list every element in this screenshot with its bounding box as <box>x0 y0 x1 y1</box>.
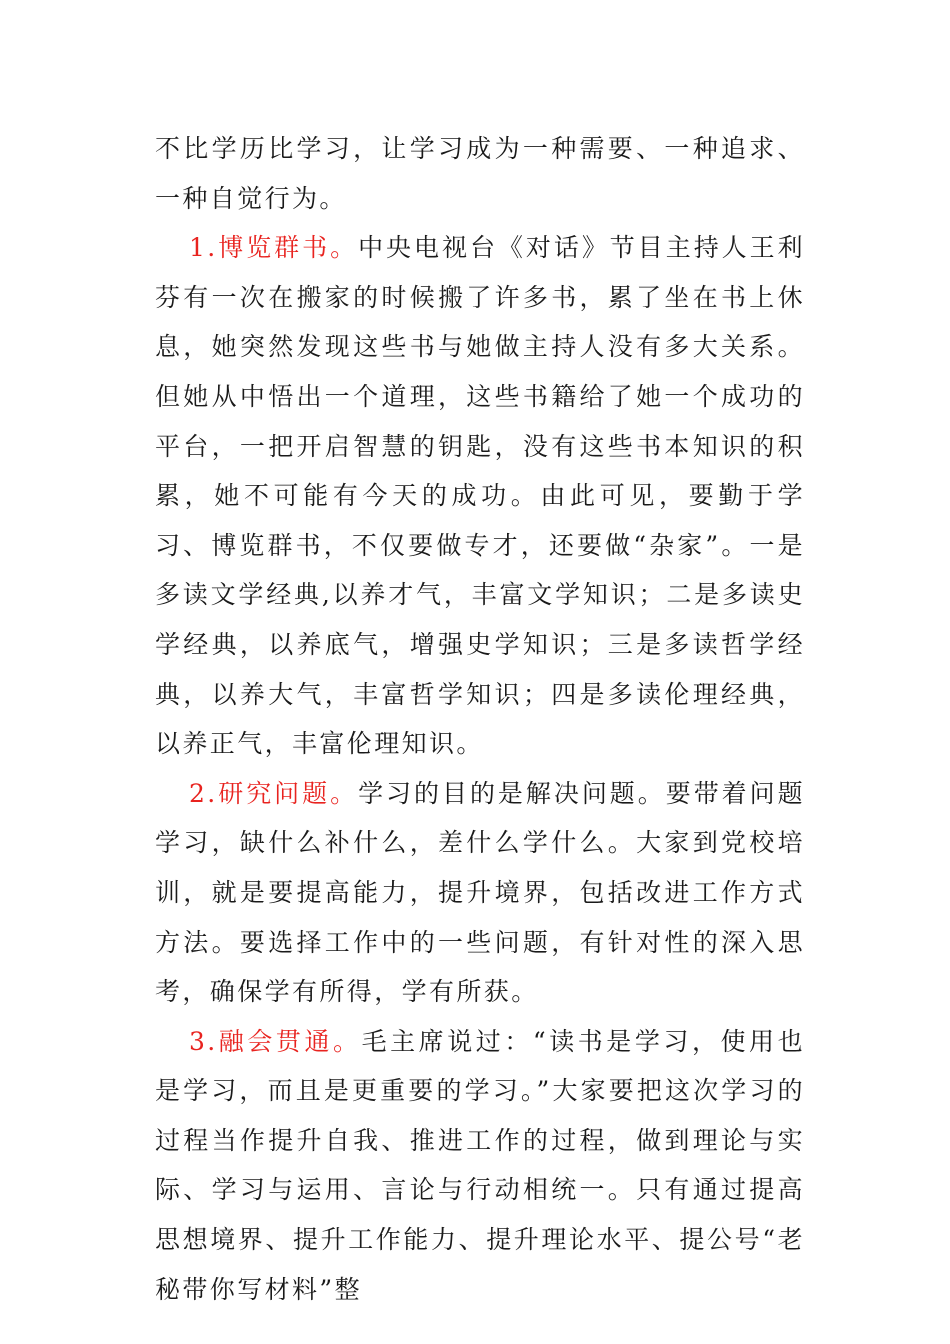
paragraph-integration <box>155 1017 805 1315</box>
paragraph-body: 不比学历比学习，让学习成为一种需要、一种追求、一种自觉行为。 <box>155 134 805 213</box>
paragraph-reading-widely <box>155 223 805 769</box>
paragraph-body: 中央电视台《对话》节目主持人王利芬有一次在搬家的时候搬了许多书，累了坐在书上休息，她突然发现这些书与她做主持人没有多大关系。但她从中悟出一个道理，这些书籍给了她一个成功的平台，一把开启智慧的钥匙，没有这些书本知识的积累，她不可能有今天的成功。由此可见，要勤于学习、博览群书，不仅要做专才，还要做“杂家”。一是多读文学经典,以养才气，丰富文学知识；二是多读史学经典，以养底气，增强史学知识；三是多读哲学经典，以养大气，丰富哲学知识；四是多读伦理经典，以养正气，丰富伦理知识。 <box>155 233 806 759</box>
paragraph-heading: 3.融会贯通。 <box>189 1026 362 1056</box>
document-page <box>155 124 805 1314</box>
paragraph-body: 学习的目的是解决问题。要带着问题学习，缺什么补什么，差什么学什么。大家到党校培训，就是要提高能力，提升境界，包括改进工作方式方法。要选择工作中的一些问题，有针对性的深入思考，确保学有所得，学有所获。 <box>155 778 806 1007</box>
paragraph-continuation <box>155 124 805 223</box>
paragraph-heading: 1.博览群书。 <box>189 233 359 263</box>
paragraph-body: 毛主席说过：“读书是学习，使用也是学习，而且是更重要的学习。”大家要把这次学习的过程当作提升自我、推进工作的过程，做到理论与实际、学习与运用、言论与行动相统一。只有通过提高思想境界、提升工作能力、提升理论水平、提公号“老秘带你写材料”整 <box>155 1026 805 1304</box>
paragraph-heading: 2.研究问题。 <box>189 778 359 808</box>
paragraph-research-problems <box>155 769 805 1017</box>
